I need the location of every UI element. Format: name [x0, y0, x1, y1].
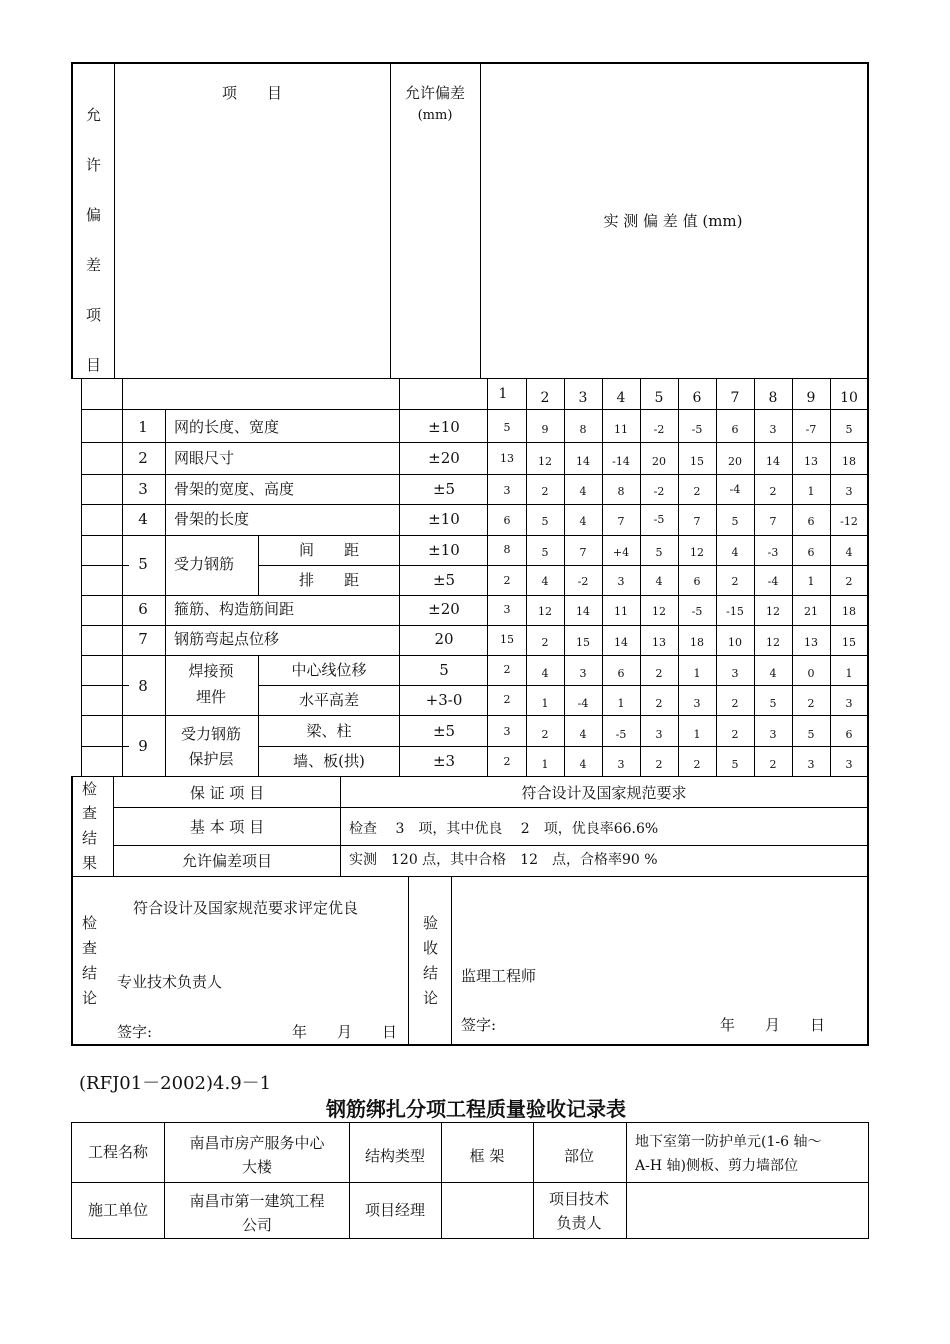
unit-label: 施工单位	[87, 1201, 149, 1219]
measured-value: 11	[614, 605, 628, 618]
side-char: 偏	[86, 206, 102, 224]
measured-value: -4	[577, 697, 589, 710]
measured-value: 14	[576, 455, 590, 468]
side-char: 目	[86, 356, 102, 374]
measured-value: 7	[579, 546, 587, 559]
measured-value: 2	[655, 667, 663, 680]
allow-deviation-label: 允许偏差项目	[181, 852, 273, 870]
measured-value: 11	[614, 423, 628, 436]
measured-value: 12	[690, 546, 704, 559]
row-number: 7	[138, 630, 148, 648]
measured-value: 5	[541, 515, 549, 528]
measured-value: 15	[842, 636, 856, 649]
item-name: 骨架的宽度、高度	[174, 480, 295, 498]
side-char: 论	[82, 989, 98, 1007]
project-name-label: 工程名称	[87, 1143, 149, 1161]
measured-value: 3	[503, 484, 511, 497]
tech-lead-label-line2: 负责人	[556, 1214, 602, 1232]
measured-value: 14	[614, 636, 628, 649]
measured-value: 14	[766, 455, 780, 468]
measured-value: 6	[807, 515, 815, 528]
measured-value: 18	[690, 636, 704, 649]
measured-value: 1	[845, 667, 853, 680]
item-name-line2: 埋件	[195, 688, 227, 706]
col-number: 4	[616, 390, 626, 406]
measured-value: 3	[655, 728, 663, 741]
measured-value: 3	[617, 575, 625, 588]
measured-value: 14	[576, 605, 590, 618]
measured-value: 3	[845, 485, 853, 498]
side-char: 果	[82, 854, 98, 872]
guarantee-label: 保 证 项 目	[189, 784, 265, 802]
measured-value: 4	[845, 546, 853, 559]
sign-label: 签字:	[461, 1016, 497, 1034]
measured-value: 15	[576, 636, 590, 649]
measured-value: 8	[503, 543, 511, 556]
allow-value: ±5	[432, 571, 456, 589]
accept-char: 结	[423, 964, 439, 982]
measured-value: 3	[579, 667, 587, 680]
measured-value: -5	[691, 423, 703, 436]
side-char: 查	[82, 939, 98, 957]
project-name-value: 南昌市房产服务中心	[189, 1134, 325, 1152]
measured-value: 2	[845, 575, 853, 588]
row-number: 6	[138, 600, 148, 618]
measured-value: -4	[767, 575, 779, 588]
measured-value: 1	[541, 697, 549, 710]
date-label: 年 月 日	[720, 1016, 826, 1034]
manager-label: 项目经理	[364, 1201, 426, 1219]
item-name: 网眼尺寸	[174, 449, 235, 467]
measured-value: 3	[769, 728, 777, 741]
measured-value: -2	[653, 485, 665, 498]
sub-item: 梁、柱	[306, 722, 352, 740]
struct-type-value: 框 架	[469, 1147, 505, 1165]
sub-item: 中心线位移	[291, 661, 367, 679]
project-name-value-line2: 大楼	[241, 1158, 273, 1176]
side-char: 结	[82, 829, 98, 847]
measured-value: 12	[538, 605, 552, 618]
measured-value: 2	[503, 755, 511, 768]
measured-value: 2	[731, 728, 739, 741]
measured-value: 13	[804, 455, 818, 468]
sub-item: 间 距	[298, 541, 360, 559]
allow-header-unit: (mm)	[417, 108, 453, 123]
basic-label: 基 本 项 目	[189, 818, 265, 836]
measured-value: -5	[691, 605, 703, 618]
measured-value: 2	[503, 693, 511, 706]
sub-item: 排 距	[298, 571, 360, 589]
struct-type-label: 结构类型	[364, 1147, 426, 1165]
row-number: 9	[138, 737, 148, 755]
col-number: 2	[540, 390, 550, 406]
allow-value: ±10	[428, 510, 460, 528]
measured-value: 3	[807, 758, 815, 771]
measured-value: 5	[769, 697, 777, 710]
col-number: 1	[498, 386, 508, 402]
side-char: 许	[86, 156, 102, 174]
measured-value: -5	[615, 728, 627, 741]
side-char: 查	[82, 804, 98, 822]
sub-item: 墙、板(拱)	[293, 752, 365, 770]
measured-value: 3	[693, 697, 701, 710]
allow-value: +3-0	[425, 691, 463, 709]
side-char: 项	[86, 306, 102, 324]
allow-value: 5	[439, 661, 449, 679]
col-number: 7	[730, 390, 740, 406]
form-title: 钢筋绑扎分项工程质量验收记录表	[326, 1097, 626, 1121]
measured-value: 2	[693, 758, 701, 771]
measured-value: 4	[579, 758, 587, 771]
measured-value: -12	[840, 515, 858, 528]
measured-value: 13	[500, 452, 514, 465]
col-number: 8	[768, 390, 778, 406]
side-char: 允	[86, 106, 102, 124]
measured-value: 2	[541, 485, 549, 498]
measured-value: 8	[579, 423, 587, 436]
item-name: 焊接预	[188, 662, 234, 680]
row-number: 8	[138, 677, 148, 695]
measured-value: -2	[577, 575, 589, 588]
measured-value: 12	[538, 455, 552, 468]
measured-value: 2	[541, 728, 549, 741]
allow-deviation-value: 实测 120 点，其中合格 12 点，合格率90 %	[349, 852, 658, 868]
row-number: 5	[138, 555, 148, 573]
allow-header: 允许偏差	[404, 84, 466, 102]
measured-value: 5	[541, 546, 549, 559]
measured-value: 6	[503, 514, 511, 527]
col-number: 6	[692, 390, 702, 406]
measured-value: 20	[652, 455, 666, 468]
measured-value: 6	[845, 728, 853, 741]
measured-value: 20	[728, 455, 742, 468]
allow-value: ±5	[432, 722, 456, 740]
measured-header: 实 测 偏 差 值 (mm)	[603, 212, 743, 230]
item-name: 受力钢筋	[180, 725, 242, 743]
measured-value: -14	[612, 455, 630, 468]
measured-value: 3	[617, 758, 625, 771]
measured-value: 18	[842, 455, 856, 468]
measured-value: 4	[579, 728, 587, 741]
measured-value: 12	[766, 636, 780, 649]
measured-value: 3	[769, 423, 777, 436]
side-char: 检	[82, 780, 98, 798]
measured-value: 8	[617, 485, 625, 498]
sign-label: 签字:	[117, 1023, 153, 1041]
side-char: 结	[82, 964, 98, 982]
measured-value: 21	[804, 605, 818, 618]
row-number: 2	[138, 449, 148, 467]
allow-value: ±3	[432, 752, 456, 770]
measured-value: 13	[652, 636, 666, 649]
sub-item: 水平高差	[298, 691, 360, 709]
side-char: 差	[86, 256, 102, 274]
measured-value: 0	[807, 667, 815, 680]
allow-value: ±20	[428, 449, 460, 467]
col-number: 5	[654, 390, 664, 406]
part-value: 地下室第一防护单元(1-6 轴～	[635, 1134, 822, 1150]
tech-lead-label: 项目技术	[548, 1190, 610, 1208]
part-value-line2: A-H 轴)侧板、剪力墙部位	[635, 1158, 798, 1174]
measured-value: 5	[807, 728, 815, 741]
allow-value: ±20	[428, 600, 460, 618]
accept-char: 收	[423, 939, 439, 957]
item-name: 箍筋、构造筋间距	[174, 600, 295, 618]
measured-value: 1	[807, 575, 815, 588]
item-name-line2: 保护层	[188, 750, 234, 768]
measured-value: 2	[655, 697, 663, 710]
measured-value: 1	[693, 728, 701, 741]
basic-value: 检查 3 项，其中优良 2 项，优良率66.6%	[349, 821, 659, 837]
measured-value: 9	[541, 423, 549, 436]
measured-value: 15	[500, 633, 514, 646]
col-number: 10	[840, 390, 858, 406]
item-name: 钢筋弯起点位移	[174, 630, 280, 648]
row-number: 1	[138, 418, 148, 436]
measured-value: 4	[769, 667, 777, 680]
measured-value: 3	[845, 758, 853, 771]
allow-value: ±10	[428, 418, 460, 436]
measured-value: 12	[766, 605, 780, 618]
responsible-label: 专业技术负责人	[117, 973, 223, 991]
measured-value: 2	[503, 663, 511, 676]
accept-char: 论	[423, 989, 439, 1007]
measured-value: 4	[579, 485, 587, 498]
unit-value: 南昌市第一建筑工程	[189, 1192, 325, 1210]
item-name: 受力钢筋	[174, 555, 235, 573]
measured-value: 2	[541, 636, 549, 649]
measured-value: 13	[804, 636, 818, 649]
measured-value: 1	[541, 758, 549, 771]
measured-value: -4	[729, 483, 741, 496]
measured-value: 2	[693, 485, 701, 498]
measured-value: 4	[655, 575, 663, 588]
side-char: 检	[82, 914, 98, 932]
row-number: 3	[138, 480, 148, 498]
measured-value: 5	[731, 758, 739, 771]
allow-value: 20	[434, 630, 454, 648]
measured-value: 6	[617, 667, 625, 680]
measured-value: -3	[767, 546, 779, 559]
measured-value: 7	[693, 515, 701, 528]
measured-value: 4	[541, 575, 549, 588]
measured-value: 2	[731, 697, 739, 710]
measured-value: 3	[503, 725, 511, 738]
measured-value: -15	[726, 605, 744, 618]
item-header: 项 目	[221, 84, 283, 102]
date-label: 年 月 日	[292, 1023, 398, 1041]
item-name: 骨架的长度	[174, 510, 250, 528]
measured-value: 2	[769, 485, 777, 498]
guarantee-value: 符合设计及国家规范要求	[521, 784, 687, 802]
measured-value: 1	[693, 667, 701, 680]
measured-value: 3	[845, 697, 853, 710]
measured-value: 4	[731, 546, 739, 559]
measured-value: 18	[842, 605, 856, 618]
measured-value: 2	[769, 758, 777, 771]
measured-value: 1	[617, 697, 625, 710]
measured-value: 2	[807, 697, 815, 710]
conclusion-text: 符合设计及国家规范要求评定优良	[133, 899, 359, 917]
measured-value: 7	[617, 515, 625, 528]
col-number: 3	[578, 390, 588, 406]
measured-value: 4	[579, 515, 587, 528]
measured-value: 4	[541, 667, 549, 680]
item-name: 网的长度、宽度	[174, 418, 280, 436]
measured-value: 3	[503, 603, 511, 616]
measured-value: 6	[693, 575, 701, 588]
measured-value: 5	[655, 546, 663, 559]
part-label: 部位	[563, 1147, 595, 1165]
measured-value: 2	[503, 574, 511, 587]
measured-value: 7	[769, 515, 777, 528]
measured-value: 3	[731, 667, 739, 680]
measured-value: 2	[731, 575, 739, 588]
allow-value: ±10	[428, 541, 460, 559]
accept-char: 验	[423, 914, 439, 932]
allow-value: ±5	[432, 480, 456, 498]
supervisor-label: 监理工程师	[461, 967, 537, 985]
measured-value: 5	[845, 423, 853, 436]
measured-value: 5	[731, 515, 739, 528]
measured-value: -7	[805, 423, 817, 436]
measured-value: 12	[652, 605, 666, 618]
measured-value: 15	[690, 455, 704, 468]
measured-value: 6	[807, 546, 815, 559]
row-number: 4	[138, 510, 148, 528]
measured-value: 2	[655, 758, 663, 771]
unit-value-line2: 公司	[241, 1216, 273, 1234]
measured-value: -5	[653, 513, 665, 526]
measured-value: 6	[731, 423, 739, 436]
measured-value: +4	[612, 546, 630, 559]
measured-value: 5	[503, 421, 511, 434]
col-number: 9	[806, 390, 816, 406]
form-code: (RFJ01－2002)4.9－1	[79, 1073, 272, 1094]
measured-value: 10	[728, 636, 742, 649]
measured-value: -2	[653, 423, 665, 436]
measured-value: 1	[807, 485, 815, 498]
